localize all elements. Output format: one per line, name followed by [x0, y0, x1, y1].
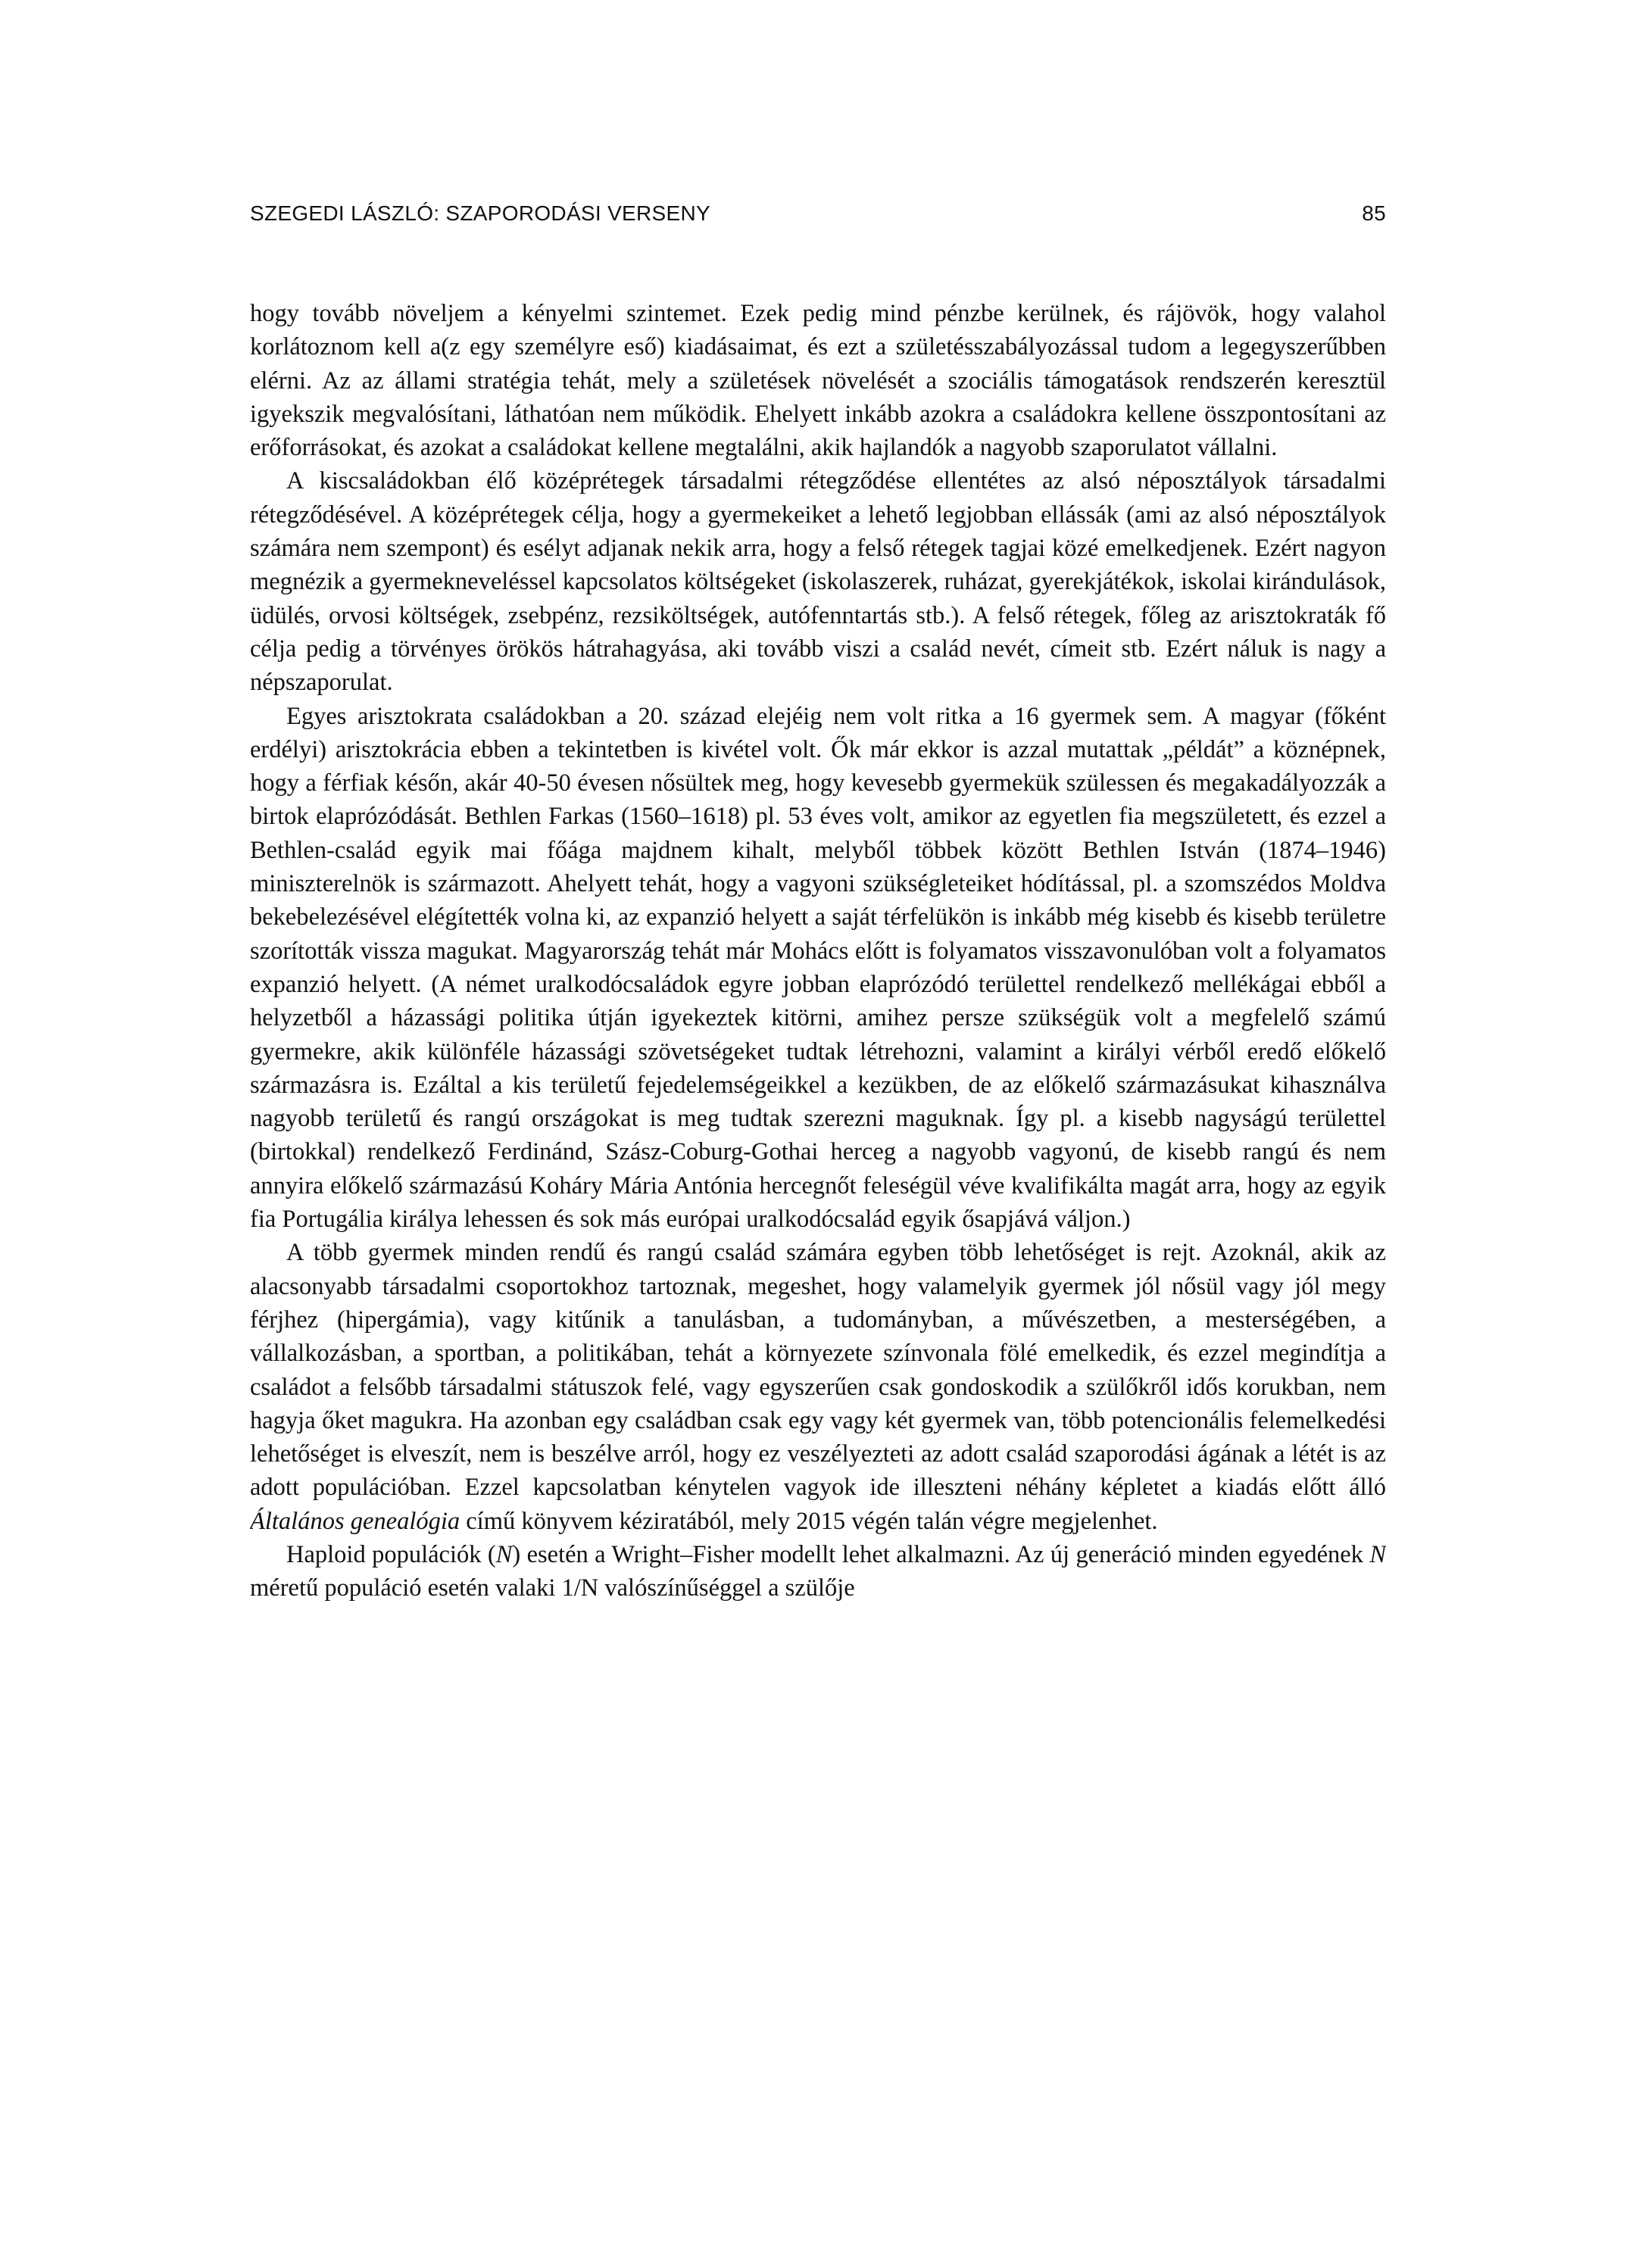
book-title: Általános genealógia	[250, 1507, 460, 1535]
body-text	[250, 297, 1386, 1605]
paragraph-text: hogy tovább növeljem a kényelmi szintemet. Ezek pedig mind pénzbe kerülnek, és rájövök, hogy valahol korlátoznom kell a(z egy személyre eső) kiadásaimat, és ezt a születésszabályozással tudom a legegyszerűbben elérni. Az az állami stratégia tehát, mely a születések növelését a szociális támogatások rendszerén keresztül igyekszik megvalósítani, láthatóan nem működik. Ehelyett inkább azokra a családokra kellene összpontosítani az erőforrásokat, és azokat a családokat kellene megtalálni, akik hajlandók a nagyobb szaporulatot vállalni.	[250, 300, 1386, 462]
running-header	[250, 201, 1386, 232]
document-page	[250, 201, 1386, 2231]
paragraph	[250, 464, 1386, 699]
paragraph	[250, 700, 1386, 1237]
running-header-title: SZEGEDI LÁSZLÓ: SZAPORODÁSI VERSENY	[250, 201, 710, 225]
paragraph-text: A több gyermek minden rendű és rangú család számára egyben több lehetőséget is rejt. Azoknál, akik az alacsonyabb társadalmi csoportokhoz tartoznak, megeshet, hogy valamelyik gyermek jól nősül vagy jól megy férjhez (hipergámia), vagy kitűnik a tanulásban, a tudományban, a művészetben, a mesterségében, a vállalkozásban, a sportban, a politikában, tehát a környezete színvonala fölé emelkedik, és ezzel megindítja a családot a felsőbb társadalmi státuszok felé, vagy egyszerűen csak gondoskodik a szülőkről idős korukban, nem hagyja őket magukra. Ha azonban egy családban csak egy vagy két gyermek van, több potencionális felemelkedési lehetőséget is elveszít, nem is beszélve arról, hogy ez veszélyezteti az adott család szaporodási ágának a létét is az adott populációban. Ezzel kapcsolatban kénytelen vagyok ide illeszteni néhány képletet a kiadás előtt álló	[250, 1239, 1386, 1502]
paragraph-text: A kiscsaládokban élő középrétegek társadalmi rétegződése ellentétes az alsó néposztályok társadalmi rétegződésével. A középrétegek célja, hogy a gyermekeiket a lehető legjobban ellássák (ami az alsó néposztályok számára nem szempont) és esélyt adjanak nekik arra, hogy a felső rétegek tagjai közé emelkedjenek. Ezért nagyon megnézik a gyermekneveléssel kapcsolatos költségeket (iskolaszerek, ruházat, gyerekjátékok, iskolai kirándulások, üdülés, orvosi költségek, zsebpénz, rezsiköltségek, autófenntartás stb.). A felső rétegek, főleg az arisztokraták fő célja pedig a törvényes örökös hátrahagyása, aki tovább viszi a család nevét, címeit stb. Ezért náluk is nagy a népszaporulat.	[250, 467, 1386, 697]
paragraph-text: ) esetén a Wright–Fisher modellt lehet alkalmazni. Az új generáció minden egyedének	[512, 1540, 1363, 1568]
paragraph	[250, 1538, 1386, 1605]
paragraph	[250, 297, 1386, 464]
paragraph-text: méretű populáció esetén valaki 1/N valószínűséggel a szülője	[250, 1574, 855, 1602]
variable-n: N	[1369, 1540, 1386, 1568]
paragraph-text: Egyes arisztokrata családokban a 20. század elejéig nem volt ritka a 16 gyermek sem. A magyar (főként erdélyi) arisztokrácia ebben a tekintetben is kivétel volt. Ők már ekkor is azzal mutattak „példát” a köznépnek, hogy a férfiak későn, akár 40-50 évesen nősültek meg, hogy kevesebb gyermekük szülessen és megakadályozzák a birtok elaprózódását. Bethlen Farkas (1560–1618) pl. 53 éves volt, amikor az egyetlen fia megszületett, és ezzel a Bethlen-család egyik mai főága majdnem kihalt, melyből többek között Bethlen István (1874–1946) miniszterelnök is származott. Ahelyett tehát, hogy a vagyoni szükségleteiket hódítással, pl. a szomszédos Moldva bekebelezésével elégítették volna ki, az expanzió helyett a saját térfelükön is inkább még kisebb és kisebb területre szorították vissza magukat. Magyarország tehát már Mohács előtt is folyamatos visszavonulóban volt a folyamatos expanzió helyett. (A német uralkodócsaládok egyre jobban elaprózódó területtel rendelkező mellékágai ebből a helyzetből a házassági politika útján igyekeztek kitörni, amihez persze szükségük volt a megfelelő számú gyermekre, akik különféle házassági szövetségeket tudtak létrehozni, valamint a királyi vérből eredő előkelő származásra is. Ezáltal a kis területű fejedelemségeikkel a kezükben, de az előkelő származásukat kihasználva nagyobb területű és rangú országokat is meg tudtak szerezni maguknak. Így pl. a kisebb nagyságú területtel (birtokkal) rendelkező Ferdinánd, Szász-Coburg-Gothai herceg a nagyobb vagyonú, de kisebb rangú és nem annyira előkelő származású Koháry Mária Antónia hercegnőt feleségül véve kvalifikálta magát arra, hogy az egyik fia Portugália királya lehessen és sok más európai uralkodócsalád egyik ősapjává váljon.)	[250, 702, 1386, 1234]
page-number: 85	[1362, 201, 1386, 225]
paragraph-text: Haploid populációk (	[286, 1540, 496, 1568]
paragraph	[250, 1236, 1386, 1538]
variable-n: N	[495, 1540, 513, 1568]
paragraph-text: című könyvem kéziratából, mely 2015 végén talán végre megjelenhet.	[466, 1507, 1158, 1535]
